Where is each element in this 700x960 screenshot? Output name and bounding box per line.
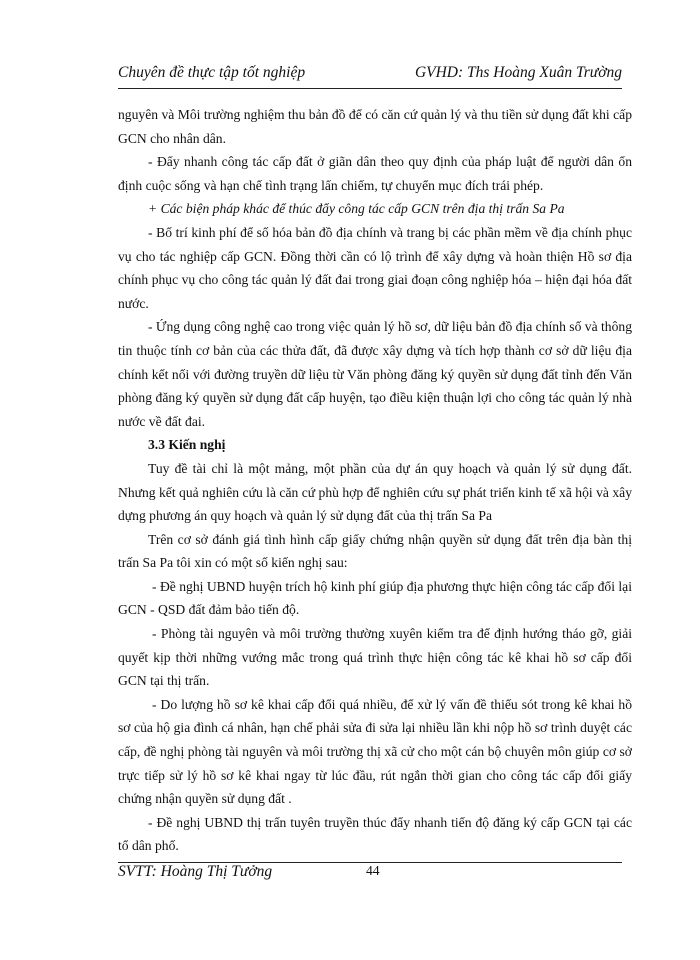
page-number: 44	[366, 863, 380, 878]
footer-student: SVTT: Hoàng Thị Tưởng	[118, 863, 273, 880]
section-heading: 3.3 Kiến nghị	[148, 437, 226, 453]
paragraph: nguyên và Môi trường nghiệm thu bản đồ để có căn cứ quản lý và thu tiền sử dụng đất khi cấp GCN cho nhân dân.	[118, 107, 632, 146]
paragraph: - Phòng tài nguyên và môi trường thường xuyên kiểm tra để định hướng tháo gỡ, giải quyết kịp thời những vướng mắc trong quá trình thực hiện công tác kê khai hồ sơ cấp đổi GCN tại thị trấn.	[118, 626, 632, 689]
paragraph: - Đề nghị UBND huyện trích hộ kinh phí giúp địa phương thực hiện công tác cấp đổi lại GCN - QSD đất đảm bảo tiến độ.	[118, 578, 632, 618]
page-header	[118, 62, 622, 89]
paragraph: - Đẩy nhanh công tác cấp đất ở giãn dân theo quy định của pháp luật để người dân ổn định cuộc sống và hạn chế tình trạng lấn chiếm, tự chuyển mục đích trái phép.	[118, 154, 632, 193]
paragraph: - Do lượng hồ sơ kê khai cấp đổi quá nhiều, để xử lý vấn đề thiếu sót trong kê khai hồ sơ của hộ gia đình cá nhân, hạn chế phải sửa đi sửa lại nhiều lần khi nộp hồ sơ trình duyệt các cấp, đề nghị phòng tài nguyên và môi trường thị xã cử cho một cán bộ chuyên môn giúp cơ sở trực tiếp sử lý hồ sơ kê khai ngay từ lúc đầu, rút ngắn thời gian cho công tác cấp đổi giấy chứng nhận quyền sử dụng đất .	[118, 696, 632, 807]
paragraph: - Bố trí kinh phí để số hóa bản đồ địa chính và trang bị các phần mềm về địa chính phục vụ cho tác nghiệp cấp GCN. Đồng thời cần có lộ trình để xây dựng và hoàn thiện Hồ sơ địa chính phục vụ cho công tác quản lý đất đai trong giai đoạn công nghiệp hóa – hiện đại hóa đất nước.	[118, 224, 632, 311]
paragraph: Tuy đề tài chỉ là một mảng, một phần của dự án quy hoạch và quản lý sử dụng đất. Nhưng kết quả nghiên cứu là căn cứ phù hợp để nghiên cứu sự phát triển kinh tế xã hội và xây dựng phương án quy hoạch và quản lý sử dụng đất của thị trấn Sa Pa	[118, 460, 632, 524]
page-footer	[118, 862, 622, 885]
paragraph: - Đề nghị UBND thị trấn tuyên truyền thúc đẩy nhanh tiến độ đăng ký cấp GCN tại các tổ dân phố.	[118, 814, 632, 854]
page-body	[118, 103, 632, 858]
subheading-measures: + Các biện pháp khác để thúc đẩy công tác cấp GCN trên địa thị trấn Sa Pa	[148, 201, 565, 217]
header-advisor: GVHD: Ths Hoàng Xuân Trường	[414, 64, 622, 81]
paragraph: - Ứng dụng công nghệ cao trong việc quản lý hồ sơ, dữ liệu bản đồ địa chính số và thông tin thuộc tính cơ bản của các thửa đất, đã được xây dựng và tích hợp thành cơ sở dữ liệu địa chính kết nối với đường truyền dữ liệu từ Văn phòng đăng ký quyền sử dụng đất tỉnh đến Văn phòng đăng ký quyền sử dụng đất cấp huyện, tạo điều kiện thuận lợi cho công tác quản lý nhà nước về đất đai.	[118, 319, 632, 429]
header-doc-title: Chuyên đề thực tập tốt nghiệp	[118, 64, 306, 81]
paragraph: Trên cơ sở đánh giá tình hình cấp giấy chứng nhận quyền sử dụng đất trên địa bàn thị trấn Sa Pa tôi xin có một số kiến nghị sau:	[118, 531, 632, 571]
